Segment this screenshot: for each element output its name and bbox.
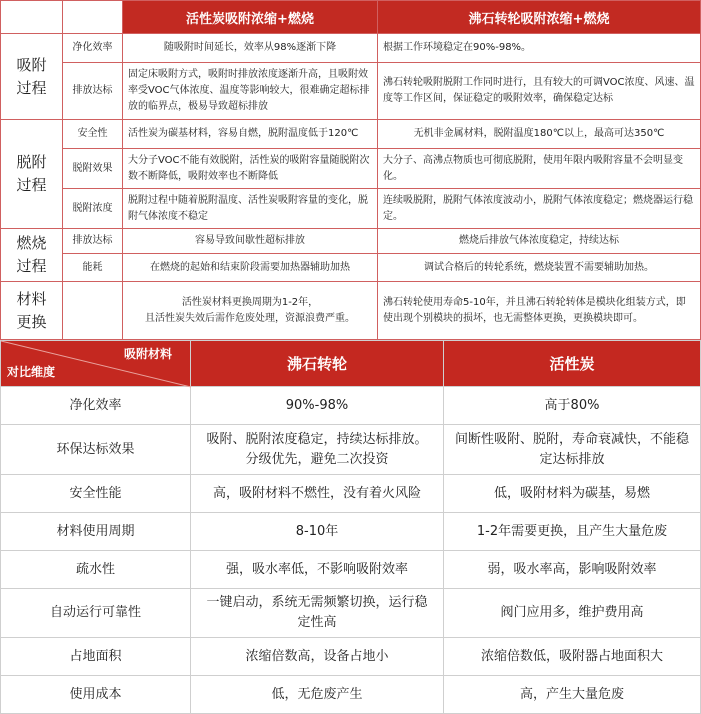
cell-zeolite: 大分子、高沸点物质也可彻底脱附，使用年限内吸附容量不会明显变化。 xyxy=(378,149,701,189)
cell-carbon: 活性炭为碳基材料，容易自燃，脱附温度低于120℃ xyxy=(123,120,378,149)
group-label-combustion: 燃烧 过程 xyxy=(1,229,63,282)
header-activated-carbon: 活性炭吸附浓缩+燃烧 xyxy=(123,1,378,34)
row-label xyxy=(63,282,123,340)
cell-carbon: 浓缩倍数低，吸附器占地面积大 xyxy=(444,638,701,676)
table-row xyxy=(1,425,701,475)
table-header-row xyxy=(1,341,701,387)
table-row xyxy=(1,63,701,120)
cell-zeolite: 低，无危废产生 xyxy=(191,676,444,714)
cell-zeolite: 吸附、脱附浓度稳定，持续达标排放。分级优先，避免二次投资 xyxy=(191,425,444,475)
table-row xyxy=(1,551,701,589)
cell-carbon: 活性炭材料更换周期为1-2年， 且活性炭失效后需作危废处理，资源浪费严重。 xyxy=(123,282,378,340)
group-label-replacement: 材料 更换 xyxy=(1,282,63,340)
cell-carbon: 固定床吸附方式，吸附时排放浓度逐渐升高，且吸附效率受VOC气体浓度、温度等影响较大，很难确定超标排放的临界点，极易导致超标排放 xyxy=(123,63,378,120)
row-label: 脱附效果 xyxy=(63,149,123,189)
table-row xyxy=(1,229,701,254)
cell-zeolite: 无机非金属材料，脱附温度180℃以上，最高可达350℃ xyxy=(378,120,701,149)
group-label-desorption: 脱附 过程 xyxy=(1,120,63,229)
corner-label-material: 吸附材料 xyxy=(123,347,172,361)
cell-zeolite: 沸石转轮使用寿命5-10年，并且沸石转轮转体是模块化组装方式，即使出现个别模块的损坏，也无需整体更换，更换模块即可。 xyxy=(378,282,701,340)
header-corner xyxy=(1,341,191,387)
comparison-table-summary xyxy=(0,340,701,714)
row-dimension: 安全性能 xyxy=(1,475,191,513)
cell-carbon: 随吸附时间延长，效率从98%逐渐下降 xyxy=(123,34,378,63)
row-dimension: 自动运行可靠性 xyxy=(1,589,191,638)
row-label: 净化效率 xyxy=(63,34,123,63)
table-header-row xyxy=(1,1,701,34)
table-row xyxy=(1,34,701,63)
cell-zeolite: 浓缩倍数高，设备占地小 xyxy=(191,638,444,676)
group-label-adsorption: 吸附 过程 xyxy=(1,34,63,120)
comparison-table-process xyxy=(0,0,701,340)
row-dimension: 疏水性 xyxy=(1,551,191,589)
cell-zeolite: 连续吸脱附，脱附气体浓度波动小，脱附气体浓度稳定；燃烧器运行稳定。 xyxy=(378,189,701,229)
table-row xyxy=(1,189,701,229)
header-activated-carbon: 活性炭 xyxy=(444,341,701,387)
row-label: 能耗 xyxy=(63,254,123,282)
cell-zeolite: 调试合格后的转轮系统，燃烧装置不需要辅助加热。 xyxy=(378,254,701,282)
table-row xyxy=(1,676,701,714)
table-row xyxy=(1,475,701,513)
table-row xyxy=(1,282,701,340)
cell-carbon: 低，吸附材料为碳基，易燃 xyxy=(444,475,701,513)
cell-carbon: 阀门应用多，维护费用高 xyxy=(444,589,701,638)
row-dimension: 占地面积 xyxy=(1,638,191,676)
table-row xyxy=(1,513,701,551)
cell-zeolite: 90%-98% xyxy=(191,387,444,425)
cell-carbon: 大分子VOC不能有效脱附，活性炭的吸附容量随脱附次数不断降低，吸附效率也不断降低 xyxy=(123,149,378,189)
row-label: 安全性 xyxy=(63,120,123,149)
cell-zeolite: 一键启动，系统无需频繁切换，运行稳定性高 xyxy=(191,589,444,638)
cell-carbon: 脱附过程中随着脱附温度、活性炭吸附容量的变化，脱附气体浓度不稳定 xyxy=(123,189,378,229)
cell-carbon: 间断性吸附、脱附，寿命衰减快，不能稳定达标排放 xyxy=(444,425,701,475)
header-zeolite-rotor: 沸石转轮吸附浓缩+燃烧 xyxy=(378,1,701,34)
row-label: 脱附浓度 xyxy=(63,189,123,229)
table-row xyxy=(1,638,701,676)
cell-carbon: 高，产生大量危废 xyxy=(444,676,701,714)
row-dimension: 材料使用周期 xyxy=(1,513,191,551)
table-row xyxy=(1,387,701,425)
cell-carbon: 弱，吸水率高，影响吸附效率 xyxy=(444,551,701,589)
table-row xyxy=(1,589,701,638)
comparison-table-summary-wrapper xyxy=(0,340,700,702)
cell-carbon: 在燃烧的起始和结束阶段需要加热器辅助加热 xyxy=(123,254,378,282)
table-row xyxy=(1,254,701,282)
cell-zeolite: 燃烧后排放气体浓度稳定，持续达标 xyxy=(378,229,701,254)
row-dimension: 净化效率 xyxy=(1,387,191,425)
cell-zeolite: 8-10年 xyxy=(191,513,444,551)
cell-zeolite: 沸石转轮吸附脱附工作同时进行，且有较大的可调VOC浓度、风速、温度等工作区间，保证稳定的吸附效率，确保稳定达标 xyxy=(378,63,701,120)
table-row xyxy=(1,120,701,149)
cell-carbon: 1-2年需要更换，且产生大量危废 xyxy=(444,513,701,551)
row-dimension: 使用成本 xyxy=(1,676,191,714)
table-row xyxy=(1,149,701,189)
header-zeolite-rotor: 沸石转轮 xyxy=(191,341,444,387)
row-dimension: 环保达标效果 xyxy=(1,425,191,475)
cell-carbon: 高于80% xyxy=(444,387,701,425)
corner-label-dimension: 对比维度 xyxy=(7,365,56,379)
cell-carbon: 容易导致间歇性超标排放 xyxy=(123,229,378,254)
cell-zeolite: 强，吸水率低，不影响吸附效率 xyxy=(191,551,444,589)
row-label: 排放达标 xyxy=(63,63,123,120)
row-label: 排放达标 xyxy=(63,229,123,254)
cell-zeolite: 根据工作环境稳定在90%-98%。 xyxy=(378,34,701,63)
cell-zeolite: 高，吸附材料不燃性，没有着火风险 xyxy=(191,475,444,513)
